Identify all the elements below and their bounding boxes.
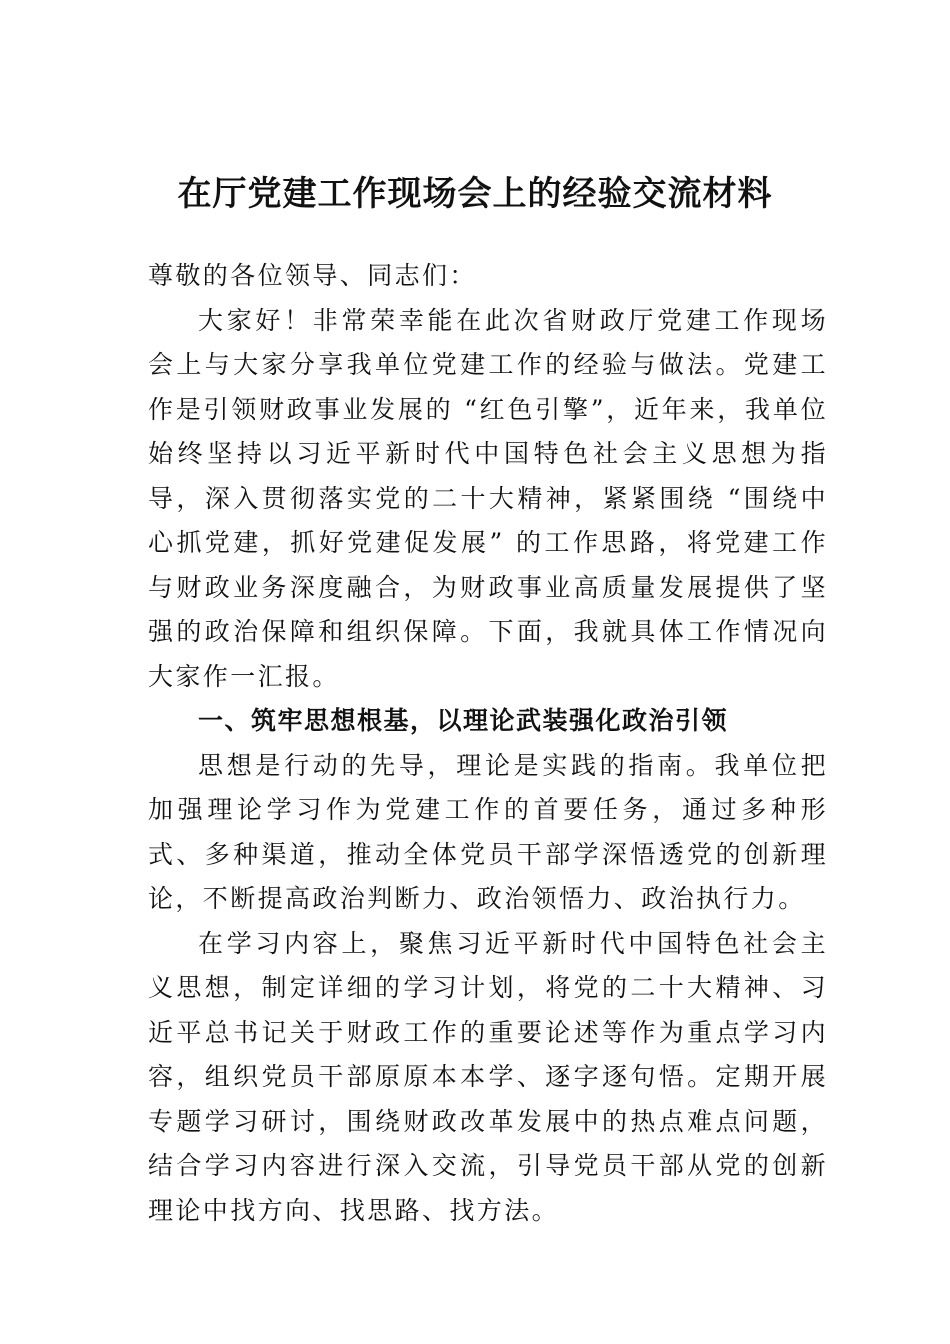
section-heading: 一、筑牢思想根基，以理论武装强化政治引领 bbox=[198, 706, 729, 735]
salutation: 尊敬的各位领导、同志们： bbox=[148, 261, 477, 290]
section-paragraph: 思想是行动的先导，理论是实践的指南。我单位把加强理论学习作为党建工作的首要任务，通过多种形式、多种渠道，推动全体党员干部学深悟透党的创新理论，不断提高政治判断力、政治领悟力、政治执行力。 bbox=[148, 750, 828, 913]
document-title: 在厅党建工作现场会上的经验交流材料 bbox=[177, 174, 773, 214]
intro-paragraph: 大家好！非常荣幸能在此次省财政厅党建工作现场会上与大家分享我单位党建工作的经验与做法。党建工作是引领财政事业发展的 “红色引擎”，近年来，我单位始终坚持以习近平新时代中国特色社会主义思想为指导，深入贯彻落实党的二十大精神，紧紧围绕 “围绕中心抓党建，抓好党建促发展” 的工作思路，将党建工作与财政业务深度融合，为财政事业高质量发展提供了坚强的政治保障和组织保障。下面，我就具体工作情况向大家作一汇报。 bbox=[148, 305, 828, 691]
document-body bbox=[148, 254, 828, 1233]
section-paragraph: 在学习内容上，聚焦习近平新时代中国特色社会主义思想，制定详细的学习计划，将党的二十大精神、习近平总书记关于财政工作的重要论述等作为重点学习内容，组织党员干部原原本本学、逐字逐句悟。定期开展专题学习研讨，围绕财政改革发展中的热点难点问题，结合学习内容进行深入交流，引导党员干部从党的创新理论中找方向、找思路、找方法。 bbox=[148, 928, 828, 1225]
